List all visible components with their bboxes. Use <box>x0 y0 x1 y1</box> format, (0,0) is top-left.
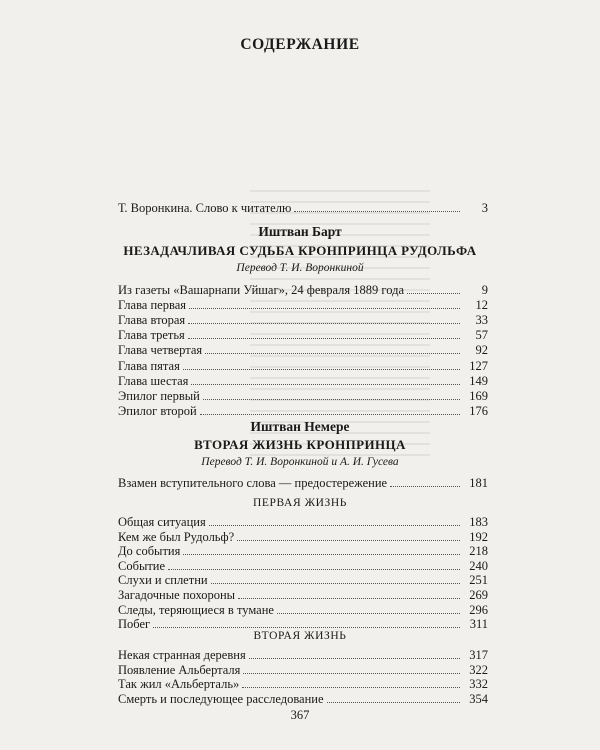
toc-entry-title: Из газеты «Вашарнапи Уйшаг», 24 февраля 1889 года <box>118 283 405 297</box>
toc-entry-page: 33 <box>475 313 488 328</box>
toc-leader-dots <box>249 658 460 659</box>
toc-entry <box>118 343 488 357</box>
toc-entry-title: Кем же был Рудольф? <box>118 529 235 544</box>
toc-leader-dots <box>242 687 460 688</box>
toc-entry <box>118 313 488 327</box>
toc-entry <box>118 573 488 587</box>
toc-entry-page: 240 <box>469 558 488 573</box>
toc-entry <box>118 530 488 544</box>
toc-entry-page: 317 <box>469 648 488 662</box>
toc-leader-dots <box>209 525 460 526</box>
toc-entry-page: 9 <box>481 283 488 297</box>
toc-entry <box>118 559 488 573</box>
toc-entry-page: 176 <box>469 403 488 418</box>
toc-leader-dots <box>168 569 460 570</box>
toc-leader-dots <box>277 613 460 614</box>
toc-leader-dots <box>203 399 460 400</box>
toc-entry-title: Смерть и последующее расследование <box>118 691 324 706</box>
toc-entry-page: 192 <box>469 529 488 544</box>
page-heading: СОДЕРЖАНИЕ <box>240 36 360 53</box>
toc-leader-dots <box>237 540 460 541</box>
book1-author: Иштван Барт <box>258 224 342 239</box>
toc-entry-title: Появление Альберталя <box>118 662 241 677</box>
toc-entry <box>118 328 488 342</box>
toc-entry <box>118 648 488 662</box>
toc-entry <box>118 476 488 490</box>
toc-entry <box>118 544 488 558</box>
toc-leader-dots <box>211 583 460 584</box>
toc-entry <box>118 603 488 617</box>
toc-leader-dots <box>243 673 460 674</box>
toc-entry-title: Глава четвертая <box>118 343 203 358</box>
toc-leader-dots <box>294 211 460 212</box>
toc-entry-page: 149 <box>469 373 488 388</box>
toc-entry-page: 169 <box>469 388 488 403</box>
toc-entry <box>118 692 488 706</box>
toc-leader-dots <box>188 338 460 339</box>
toc-entry-title: Глава шестая <box>118 373 189 388</box>
part1-label: ПЕРВАЯ ЖИЗНЬ <box>252 497 347 509</box>
toc-entry <box>118 515 488 529</box>
toc-entry-title: Взамен вступительного слова — предостережение <box>118 476 388 490</box>
toc-leader-dots <box>153 627 460 628</box>
book2-author: Иштван Немере <box>250 419 350 434</box>
toc-leader-dots <box>407 293 460 294</box>
toc-entry-title: Эпилог первый <box>118 388 200 403</box>
toc-entry-title: Событие <box>118 558 166 573</box>
book1-title: НЕЗАДАЧЛИВАЯ СУДЬБА КРОНПРИНЦА РУДОЛЬФА <box>123 243 477 258</box>
toc-entry <box>118 404 488 418</box>
book2-translator: Перевод Т. И. Воронкиной и А. И. Гусева <box>201 456 399 468</box>
toc-entry-page: 354 <box>469 691 488 706</box>
toc-entry-title: Т. Воронкина. Слово к читателю <box>118 201 292 215</box>
toc-entry-title: До события <box>118 544 181 559</box>
toc-entry <box>118 298 488 312</box>
toc-entry-title: Некая странная деревня <box>118 648 246 662</box>
toc-entry-page: 251 <box>469 573 488 588</box>
toc-entry <box>118 588 488 602</box>
toc-entry-page: 127 <box>469 358 488 373</box>
toc-entry-page: 311 <box>469 617 488 632</box>
toc-entry <box>118 283 488 297</box>
toc-entry-page: 218 <box>469 544 488 559</box>
toc-leader-dots <box>189 308 460 309</box>
toc-entry-title: Слухи и сплетни <box>118 573 208 588</box>
toc-leader-dots <box>183 554 460 555</box>
toc-entry <box>118 663 488 677</box>
toc-entry-title: Общая ситуация <box>118 515 206 529</box>
toc-leader-dots <box>200 414 460 415</box>
toc-entry-page: 332 <box>469 677 488 692</box>
toc-entry-title: Глава первая <box>118 298 187 313</box>
toc-entry-title: Побег <box>118 617 151 632</box>
toc-entry <box>118 359 488 373</box>
toc-leader-dots <box>390 486 460 487</box>
toc-leader-dots <box>327 702 460 703</box>
toc-entry-title: Так жил «Альберталь» <box>118 677 240 692</box>
toc-entry <box>118 201 488 215</box>
toc-entry-page: 296 <box>469 602 488 617</box>
toc-entry-page: 92 <box>475 343 488 358</box>
toc-entry-title: Эпилог второй <box>118 403 197 418</box>
toc-entry-page: 181 <box>469 476 488 490</box>
book1-translator: Перевод Т. И. Воронкиной <box>236 262 364 274</box>
toc-entry-page: 269 <box>469 588 488 602</box>
toc-leader-dots <box>183 369 460 370</box>
toc-entry-page: 12 <box>475 298 488 313</box>
book2-title: ВТОРАЯ ЖИЗНЬ КРОНПРИНЦА <box>194 437 406 452</box>
toc-entry-title: Глава вторая <box>118 313 186 328</box>
toc-entry-page: 57 <box>475 328 488 343</box>
toc-entry-page: 322 <box>469 662 488 677</box>
part2-label: ВТОРАЯ ЖИЗНЬ <box>253 630 347 642</box>
toc-entry-title: Следы, теряющиеся в тумане <box>118 602 274 617</box>
toc-leader-dots <box>191 384 460 385</box>
toc-entry-title: Глава третья <box>118 328 185 343</box>
toc-leader-dots <box>238 598 460 599</box>
toc-entry-title: Загадочные похороны <box>118 588 236 602</box>
toc-leader-dots <box>188 323 460 324</box>
toc-entry <box>118 389 488 403</box>
toc-entry-page: 3 <box>481 201 488 215</box>
toc-entry-page: 183 <box>469 515 488 529</box>
toc-entry <box>118 677 488 691</box>
toc-entry-title: Глава пятая <box>118 358 180 373</box>
toc-leader-dots <box>205 353 460 354</box>
toc-entry <box>118 374 488 388</box>
page-number: 367 <box>290 708 310 722</box>
